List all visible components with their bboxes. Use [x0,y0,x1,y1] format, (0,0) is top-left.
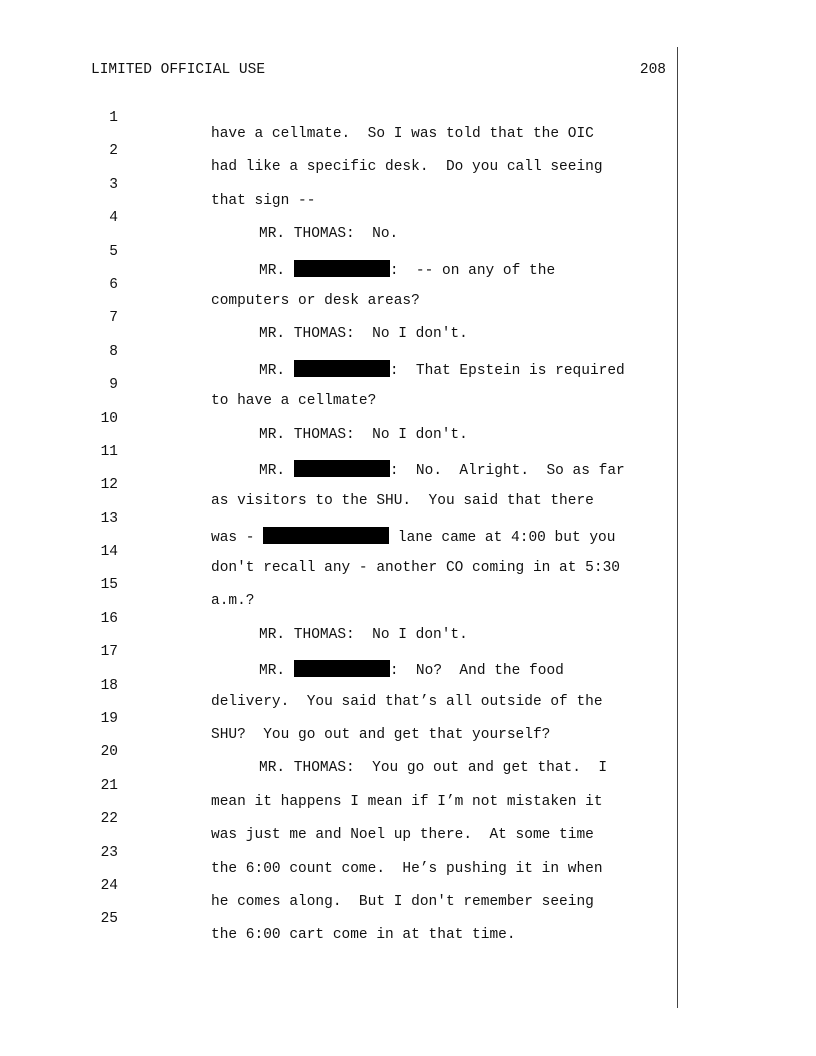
transcript-line [0,862,816,910]
transcript-line [0,395,816,443]
line-text: he comes along. But I don't remember seeing [211,893,594,910]
transcript-line [0,895,816,944]
speaker-prefix: MR. [259,362,294,379]
transcript-line [0,361,816,410]
line-number: 22 [100,811,118,828]
line-number: 18 [100,677,118,694]
line-text: MR. THOMAS: No I don't. [259,426,468,443]
line-text: MR. THOMAS: You go out and get that. I [259,760,608,777]
line-number: 4 [109,210,118,227]
transcript-line [0,294,816,343]
line-number: 8 [109,343,118,360]
transcript-line [0,161,816,209]
transcript-line [0,94,816,142]
line-remainder: : No? And the food [389,663,564,680]
line-number: 3 [109,176,118,193]
line-text: SHU? You go out and get that yourself? [211,727,551,744]
speaker-prefix: MR. [259,663,294,680]
line-text: to have a cellmate? [211,393,377,410]
transcript-line [0,228,816,279]
page-number: 208 [639,62,666,78]
speaker-prefix: MR. [259,262,294,279]
line-number: 7 [109,310,118,327]
transcript-line [0,762,816,810]
line-number: 9 [109,377,118,394]
transcript-line [0,127,816,176]
line-number: 15 [100,577,118,594]
transcript-line [0,561,816,610]
line-text: as visitors to the SHU. You said that there [211,493,594,510]
line-number: 23 [100,844,118,861]
line-remainder: : -- on any of the [389,262,556,279]
line-number: 12 [100,477,118,494]
line-text: that sign -- [211,192,316,209]
header-classification: LIMITED OFFICIAL USE [91,62,266,78]
line-number: 17 [100,644,118,661]
line-number: 14 [100,544,118,561]
transcript-line [0,261,816,309]
line-text: mean it happens I mean if I’m not mistaken it [211,793,603,810]
line-number: 5 [109,243,118,260]
line-number: 16 [100,610,118,627]
line-text: computers or desk areas? [211,292,420,309]
line-remainder: : That Epstein is required [389,362,625,379]
line-number: 25 [100,911,118,928]
line-number: 13 [100,510,118,527]
line-number: 2 [109,143,118,160]
line-number: 6 [109,276,118,293]
speaker-prefix: MR. [259,462,294,479]
line-text: the 6:00 cart come in at that time. [211,927,516,944]
line-number: 20 [100,744,118,761]
transcript-line [0,461,816,510]
line-number: 19 [100,711,118,728]
line-number: 11 [100,443,118,460]
line-remainder: : No. Alright. So as far [389,462,625,479]
transcript-line [0,528,816,577]
line-text: was just me and Noel up there. At some time [211,827,594,844]
line-text: the 6:00 count come. He’s pushing it in when [211,860,603,877]
transcript-line [0,194,816,243]
line-text: don't recall any - another CO coming in at 5:30 [211,560,620,577]
transcript-line [0,628,816,680]
line-text: had like a specific desk. Do you call seeing [211,159,603,176]
line-number: 24 [100,877,118,894]
line-text: MR. THOMAS: No I don't. [259,326,468,343]
line-text: MR. THOMAS: No I don't. [259,626,468,643]
transcript-line [0,328,816,379]
line-prefix: was - [211,529,264,546]
transcript-line [0,728,816,777]
line-text: a.m.? [211,593,255,610]
transcript-line [0,495,816,546]
line-number: 10 [100,410,118,427]
transcript-line [0,662,816,710]
line-number: 21 [100,777,118,794]
transcript-line [0,695,816,744]
transcript-line [0,595,816,643]
transcript-line [0,829,816,877]
line-remainder: lane came at 4:00 but you [389,529,616,546]
transcript-body [0,94,816,944]
line-text: have a cellmate. So I was told that the OIC [211,126,594,142]
line-text: MR. THOMAS: No. [259,226,399,243]
line-text: delivery. You said that’s all outside of the [211,693,603,710]
line-number: 1 [109,110,118,126]
transcript-line [0,428,816,479]
transcript-line [0,795,816,844]
